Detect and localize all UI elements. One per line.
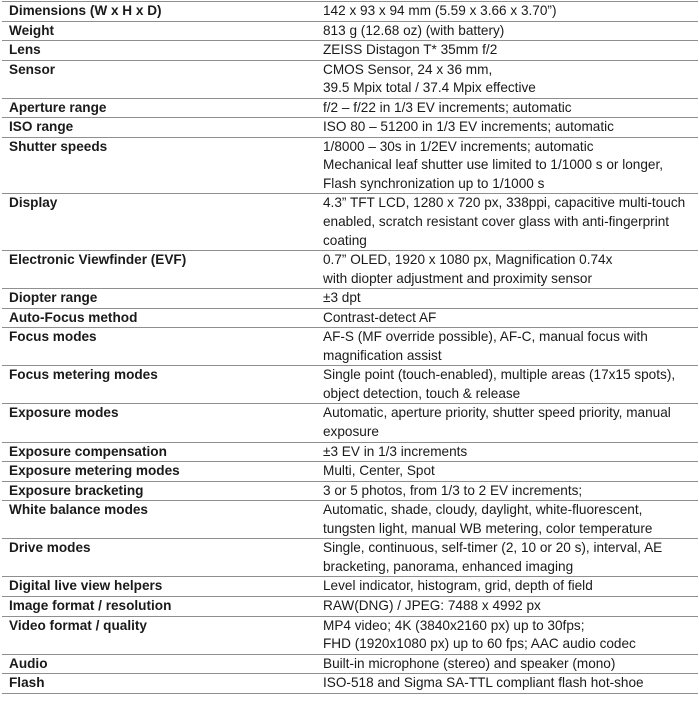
spec-row xyxy=(2,22,698,42)
spec-row xyxy=(2,309,698,329)
spec-row xyxy=(2,443,698,463)
spec-label: Shutter speeds xyxy=(9,138,108,154)
spec-row xyxy=(2,289,698,309)
spec-label: Diopter range xyxy=(9,290,98,306)
spec-value: Contrast-detect AF xyxy=(323,309,437,325)
spec-label: Auto-Focus method xyxy=(9,309,138,325)
spec-label: Display xyxy=(9,195,58,211)
spec-row xyxy=(2,61,698,99)
spec-label: Aperture range xyxy=(9,99,107,115)
spec-value: ISO-518 and Sigma SA-TTL compliant flash hot-shoe xyxy=(323,675,644,691)
spec-label: Flash xyxy=(9,675,45,691)
spec-label: Sensor xyxy=(9,61,56,77)
spec-value: 3 or 5 photos, from 1/3 to 2 EV increments; xyxy=(323,482,583,498)
spec-value: Automatic, aperture priority, shutter speed priority, manual exposure xyxy=(323,405,671,440)
spec-row xyxy=(2,366,698,404)
spec-value: 813 g (12.68 oz) (with battery) xyxy=(323,22,505,38)
spec-label: ISO range xyxy=(9,119,74,135)
spec-row xyxy=(2,617,698,655)
spec-row xyxy=(2,41,698,61)
spec-row xyxy=(2,404,698,442)
spec-label: Focus metering modes xyxy=(9,367,158,383)
spec-row xyxy=(2,597,698,617)
spec-value: Built-in microphone (stereo) and speaker (mono) xyxy=(323,655,616,671)
spec-label: Video format / quality xyxy=(9,617,147,633)
spec-label: White balance modes xyxy=(9,502,148,518)
spec-row xyxy=(2,462,698,482)
spec-value: 0.7” OLED, 1920 x 1080 px, Magnification 0.74x with diopter adjustment and proximity sensor xyxy=(323,252,613,286)
spec-row xyxy=(2,251,698,289)
spec-table xyxy=(2,1,698,694)
spec-value: AF-S (MF override possible), AF-C, manual focus with magnification assist xyxy=(323,329,648,363)
spec-value: f/2 – f/22 in 1/3 EV increments; automatic xyxy=(323,99,572,115)
spec-row xyxy=(2,138,698,195)
spec-label: Weight xyxy=(9,22,55,38)
spec-row xyxy=(2,501,698,539)
spec-row xyxy=(2,2,698,22)
spec-label: Focus modes xyxy=(9,329,97,345)
spec-value: RAW(DNG) / JPEG: 7488 x 4992 px xyxy=(323,597,541,613)
spec-row xyxy=(2,674,698,694)
spec-label: Electronic Viewfinder (EVF) xyxy=(9,252,187,268)
spec-row xyxy=(2,482,698,502)
spec-value: CMOS Sensor, 24 x 36 mm, 39.5 Mpix total / 37.4 Mpix effective xyxy=(323,61,536,96)
spec-value: MP4 video; 4K (3840x2160 px) up to 30fps; FHD (1920x1080 px) up to 60 fps; AAC audio codec xyxy=(323,617,636,652)
spec-label: Lens xyxy=(9,42,41,58)
spec-row xyxy=(2,577,698,597)
spec-label: Exposure modes xyxy=(9,405,119,421)
spec-row xyxy=(2,539,698,577)
spec-label: Audio xyxy=(9,655,48,671)
spec-value: 4.3” TFT LCD, 1280 x 720 px, 338ppi, capacitive multi-touch enabled, scratch resistant cover glass with anti-fingerprint coating xyxy=(323,195,686,248)
spec-row xyxy=(2,118,698,138)
spec-label: Drive modes xyxy=(9,540,91,556)
spec-value: 1/8000 – 30s in 1/2EV increments; automatic Mechanical leaf shutter use limited to 1/1000 s or longer, Flash synchronization up to 1/1000 s xyxy=(323,138,664,191)
spec-value: Single point (touch-enabled), multiple areas (17x15 spots), object detection, touch & release xyxy=(323,367,676,401)
spec-value: 142 x 93 x 94 mm (5.59 x 3.66 x 3.70”) xyxy=(323,3,557,18)
spec-value: ZEISS Distagon T* 35mm f/2 xyxy=(323,42,498,58)
spec-value: Level indicator, histogram, grid, depth of field xyxy=(323,578,593,594)
spec-value: ±3 dpt xyxy=(323,290,361,306)
spec-value: Automatic, shade, cloudy, daylight, white-fluorescent, tungsten light, manual WB metering, color temperature xyxy=(323,502,653,536)
spec-label: Digital live view helpers xyxy=(9,578,163,594)
spec-label: Exposure bracketing xyxy=(9,482,144,498)
spec-value: ISO 80 – 51200 in 1/3 EV increments; automatic xyxy=(323,119,614,135)
spec-label: Image format / resolution xyxy=(9,597,172,613)
spec-row xyxy=(2,99,698,119)
spec-row xyxy=(2,194,698,251)
spec-row xyxy=(2,328,698,366)
spec-value: Multi, Center, Spot xyxy=(323,463,435,479)
spec-label: Exposure compensation xyxy=(9,443,167,459)
spec-value: Single, continuous, self-timer (2, 10 or 20 s), interval, AE bracketing, panorama, enhanced imaging xyxy=(323,540,663,574)
spec-row xyxy=(2,655,698,675)
spec-label: Exposure metering modes xyxy=(9,463,180,479)
spec-value: ±3 EV in 1/3 increments xyxy=(323,443,468,459)
spec-label: Dimensions (W x H x D) xyxy=(9,3,162,18)
